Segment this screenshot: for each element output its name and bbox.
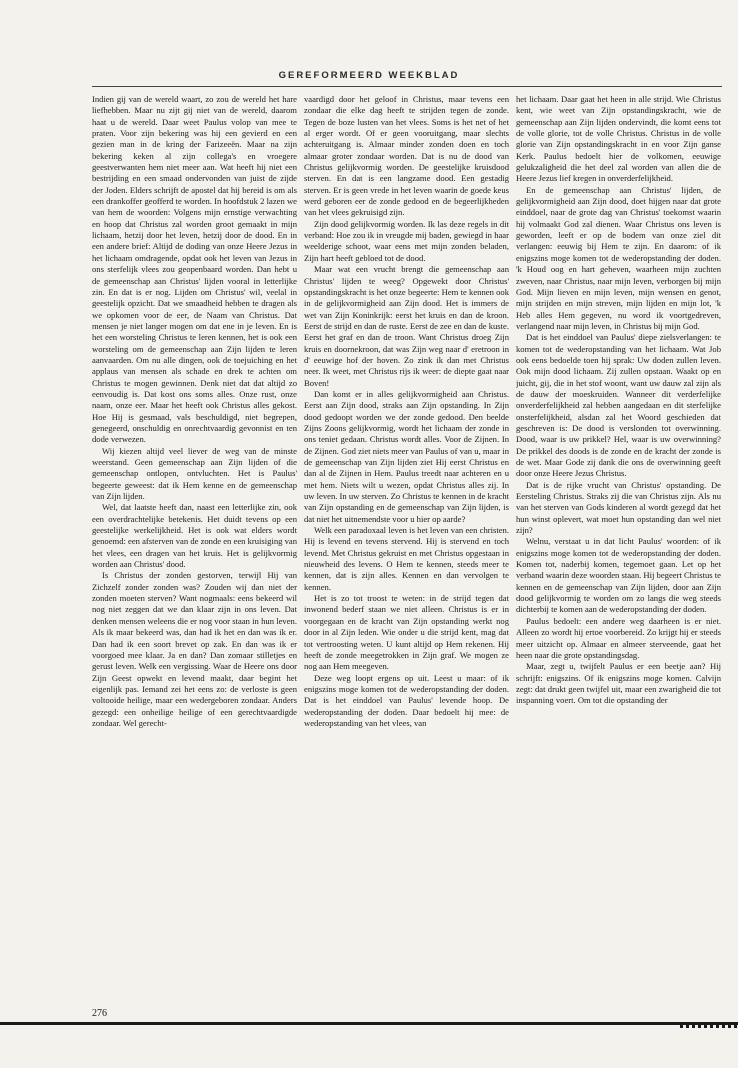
- paragraph: Welnu, verstaat u in dat licht Paulus' woorden: of ik enigszins moge komen tot de wederopstanding der doden. Komen tot, naderbij komen, tegemoet gaan. Let op het verband waarin deze woorden staan. Hij begeert Christus te kennen en de gemeenschap van Zijn lijden, door aan Zijn dood gelijkvormig te worden om zo langs die weg steeds dichterbij te komen aan de wederopstanding der doden.: [516, 536, 721, 615]
- paragraph: Dat is de rijke vrucht van Christus' opstanding. De Eersteling Christus. Straks zij die van Christus zijn. Als nu van het sterven van Gods kinderen al wordt gezegd dat het hun winst oplevert, wat moet hun opstanding dan wel niet zijn?: [516, 479, 721, 536]
- paragraph: Deze weg loopt ergens op uit. Leest u maar: of ik enigszins moge komen tot de wederopstanding der doden. Dat is het einddoel van Paulus' levende hoop. De wederopstanding der doden. Daar bedoelt hij mee: de wederopstanding van het vlees, van: [304, 672, 509, 728]
- text-column-2: [304, 94, 509, 894]
- footer-rule: [0, 1022, 738, 1025]
- paragraph: Paulus bedoelt: een andere weg daarheen is er niet. Alleen zo wordt hij ertoe voorbereid. Zo krijgt hij er steeds meer uitzicht op. Almaar en almeer sterveende, gaat het heen naar die grote opstandingsdag.: [516, 615, 721, 660]
- running-header: GEREFORMEERD WEEKBLAD: [278, 70, 460, 81]
- text-column-1: [92, 94, 297, 894]
- paragraph: Wij kiezen altijd veel liever de weg van de minste weerstand. Geen gemeenschap aan Zijn lijden of die gemeenschap ontlopen, ontvluchten. Het is Paulus' begeerte geweest: dat ik Hem kenne en de gemeenschap van Zijn lijden.: [92, 445, 297, 502]
- paragraph: Dat is het einddoel van Paulus' diepe zielsverlangen: te komen tot de wederopstanding van het lichaam. Wat Job ook eens bedoelde toen hij sprak: Uw doden zullen leven. Ook mijn dood lichaam. Zij zullen opstaan. Waakt op en juicht, gij, die in het stof woont, want uw dauw zal zijn als de dauw der moeskruiden. Wanneer dit verderfelijke onverderfelijkheid zal hebben aangedaan en dit sterfelijke onsterfelijkheid, alsdan zal het Woord geschieden dat geschreven is: De dood is verslonden tot overwinning. Dood, waar is uw prikkel? Hel, waar is uw overwinning? De prikkel des doods is de zonde en de kracht der zonde is de wet. Maar Gode zij dank die ons de overwinning geeft door onze Heere Jezus Christus.: [516, 332, 721, 479]
- paragraph: vaardigd door het geloof in Christus, maar tevens een zondaar die elke dag heeft te strijden tegen de zonde. Tegen de boze lusten van het vlees. Soms is het net of het al erger wordt. Of er geen vooruitgang, maar slechts achteruitgang is. Almaar minder zonden doen en toch almaar groter zondaar worden. Dat is nu de dood van Christus gelijkvormig worden. De geestelijke kruisdood sterven. En dat is een langzame dood. Een gestadig sterven. Er is geen vrede in het leven waarin de goede keus werd geboren eer de zonde gedood en de begeerlijkheden van het vlees gekruisigd zijn.: [304, 94, 509, 218]
- paragraph: Wel, dat laatste heeft dan, naast een letterlijke zin, ook een overdrachtelijke betekenis. Het duidt tevens op een geestelijke werkelijkheid. Het is ook wat elders wordt genoemd: een afsterven van de zonde en een kruisiging van het vlees, een dragen van het kruis. Het is gelijkvormig worden aan Christus' dood.: [92, 502, 297, 570]
- paragraph: Indien gij van de wereld waart, zo zou de wereld het hare liefhebben. Maar nu zijt gij niet van de wereld, daarom haat u de wereld. Daar weet Paulus volop van mee te praten. Voor zijn bekering was hij een gevierd en een gezien man in de kring der Farizeeën. Maar na zijn bekering keken al zijn collega's en vroegere geestverwanten hem niet meer aan. Wat heeft hij niet een bestrijding en een smaad ondervonden van juist de zijde der Joden. Elders schrijft de apostel dat hij bereid is om als een drankoffer geofferd te worden. In hoofdstuk 2 lazen we van hem de woorden: Volgens mijn ernstige verwachting en hoop dat Christus zal worden groot gemaakt in mijn lichaam, hetzij door het leven, hetzij door de dood. En in een andere brief: Altijd de doding van onze Heere Jezus in het lichaam omdragende, opdat ook het leven van Jezus in ons sterfelijk vlees zou geopenbaard worden. Dan hebt u de gemeenschap aan Christus' lijden vooral in letterlijke zin. En dat is er nog. Lijden om Christus' wil, veelal in geestelijk opzicht. Dat we smaadheid hebben te dragen als we opkomen voor de eer, de Naam van Christus. Dat mensen je niet langer mogen om dat ene in je leven. En is het een worsteling Christus te leren kennen, het is ook een worsteling om de gemeenschap aan Zijn lijden te leren aanvaarden. Om nu alle dingen, ook de toejuiching en het applaus van mensen als schade en drek te achten om Christus te mogen gewinnen. Denk niet dat dat altijd zo eenvoudig is. Dat kost ons soms alles. Onze rust, onze naam, onze eer. Maar het heeft ook Christus alles gekost. Hoe Hij is gesmaad, vals beschuldigd, niet begrepen, genegeerd, onschuldig en onrechtvaardig gevonnist en ten dode verwezen.: [92, 94, 297, 445]
- paragraph: Het is zo tot troost te weten: in de strijd tegen dat inwonend bederf staan we niet alleen. Christus is er in voorgegaan en de kracht van Zijn opstanding werkt nog door in al Zijn leden. Wie onder u die strijd kent, mag dat tot vertroosting weten. U kunt altijd op Hem rekenen. Hij heeft de zonde meegetrokken in Zijn graf. We mogen ze nog aan Hem meegeven.: [304, 593, 509, 672]
- paragraph: Zijn dood gelijkvormig worden. Ik las deze regels in dit verband: Hoe zou ik in vreugde mij baden, gewiegd in haar weelderige schoot, waar eens met mijn zonden beladen, Zijn hart heeft gebloed tot de dood.: [304, 218, 509, 263]
- paragraph: het lichaam. Daar gaat het heen in alle strijd. Wie Christus kent, wie weet van Zijn opstandingskracht, wie de gemeenschap aan Zijn lijden ondervindt, die komt eens tot de volle glorie, tot de volle Christus. Christus in de volle glorie van Zijn opstandingskracht in en voor Zijn ganse Kerk. Paulus bedoelt hier de volkomen, eeuwige gelukzaligheid die het deel zal worden van allen die de Heere Jezus lief kregen in onverderfelijkheid.: [516, 94, 721, 184]
- page-number: 276: [92, 1008, 107, 1019]
- paragraph: Maar, zegt u, twijfelt Paulus er een beetje aan? Hij schrijft: enigszins. Of ik enigszins moge komen. Calvijn zegt: dat drukt geen twijfel uit, maar een zwarigheid die tot inspanning voert. Om tot die opstanding der: [516, 661, 721, 706]
- paragraph: Welk een paradoxaal leven is het leven van een christen. Hij is levend en tevens stervend. Hij is stervend en toch levend. Met Christus gekruist en met Christus opgestaan in nieuwheid des levens. O Hem te kennen, steeds meer te kennen, dat is zijn alles. Kennen en dan vervolgen te kennen.: [304, 525, 509, 592]
- paragraph: Maar wat een vrucht brengt die gemeenschap aan Christus' lijden te weeg? Opgewekt door Christus' opstandingskracht is het onze begeerte: Hem te kennen ook in de gelijkvormigheid aan Zijn dood. Het is immers de wet van Zijn Koninkrijk: eerst het kruis en dan de kroon. Eerst de strijd en dan de ruste. Eerst de zee en dan de kuste. Eerst het graf en dan de troon. Want Christus droeg Zijn kruis en doornekroon, dat was Zijn weg naar d' eretroon in d' eeuwige hof der hoven. Zo zink ik dan met Christus neer. Ik weet, met Christus rijs ik weer: de diepte gaat naar Boven!: [304, 264, 509, 388]
- footer-rule-fade: [680, 1025, 738, 1028]
- paragraph: En de gemeenschap aan Christus' lijden, de gelijkvormigheid aan Zijn dood, doet hijgen naar dat grote einddoel, naar de grote dag van Christus' toekomst waarin hij volmaakt God zal dienen. Waar Christus ons leven is geworden, leeft er op de bodem van onze ziel dit verlangen: eeuwig bij Hem te zijn. En daarom: of ik enigszins moge komen tot de wederopstanding der doden. 'k Houd oog en hart geheven, waarheen mijn zuchten zweven, naar Christus, naar mijn leven, verborgen bij mijn God. Mijn lieven en mijn leven, mijn wensen en genot, mijn strijden en mijn streven, mijn lijden en mijn lot, 'k Heb alles Hem gegeven, nu word ik voortgedreven, verlangend naar mijn leven, in Christus bij mijn God.: [516, 184, 721, 331]
- paragraph: Is Christus der zonden gestorven, terwijl Hij van Zichzelf zonder zonden was? Zouden wij dan niet der zonden moeten sterven? Want nogmaals: eens bekeerd wil nog niet zeggen dat we dan klaar zijn in ons leven. Dat denken mensen weleens die er nog voor staan in hun leven. Als ik maar bekeerd was, dan had ik het en dan was ik er. Dan had ik een soort brevet op zak. En dan was ik er voorgoed mee klaar. Ja en dan? Dan zomaar stilletjes en gerust leven. Welk een vergissing. Waar de Heere ons door Zijn Geest opwekt en levend maakt, daar begint het eigenlijk pas. Iemand zei het eens zo: de verloste is geen voltooide heilige, maar een wedergeboren zondaar. Anders gezegd: een onheilige heilige of een gerechtvaardigde zondaar. Wel gerecht-: [92, 570, 297, 728]
- paragraph: Dan komt er in alles gelijkvormigheid aan Christus. Eerst aan Zijn dood, straks aan Zijn opstanding. In Zijn dood gedoopt worden we der zonde gedood. Den beelde Zijns Zoons gelijkvormig, wordt het lichaam der zonde in ons teniet gedaan. Christus wordt alles. Voor de Zijnen. In de Zijnen. God ziet niets meer van Paulus of van u, maar in de gemeenschap van Zijn lijden ziet Hij eerst Christus en dan al de Zijnen in Hem. Paulus treedt naar achteren en u met hem. Niets wilt u wezen, opdat Christus alles zij. In uw leven. In uw sterven. Zo Christus te kennen in de kracht van Zijn opstanding en de gemeenschap van Zijn lijden, is dat niet het uitnemendste voor u hier op aarde?: [304, 388, 509, 524]
- text-column-3: [516, 94, 721, 894]
- header-rule: [92, 86, 722, 87]
